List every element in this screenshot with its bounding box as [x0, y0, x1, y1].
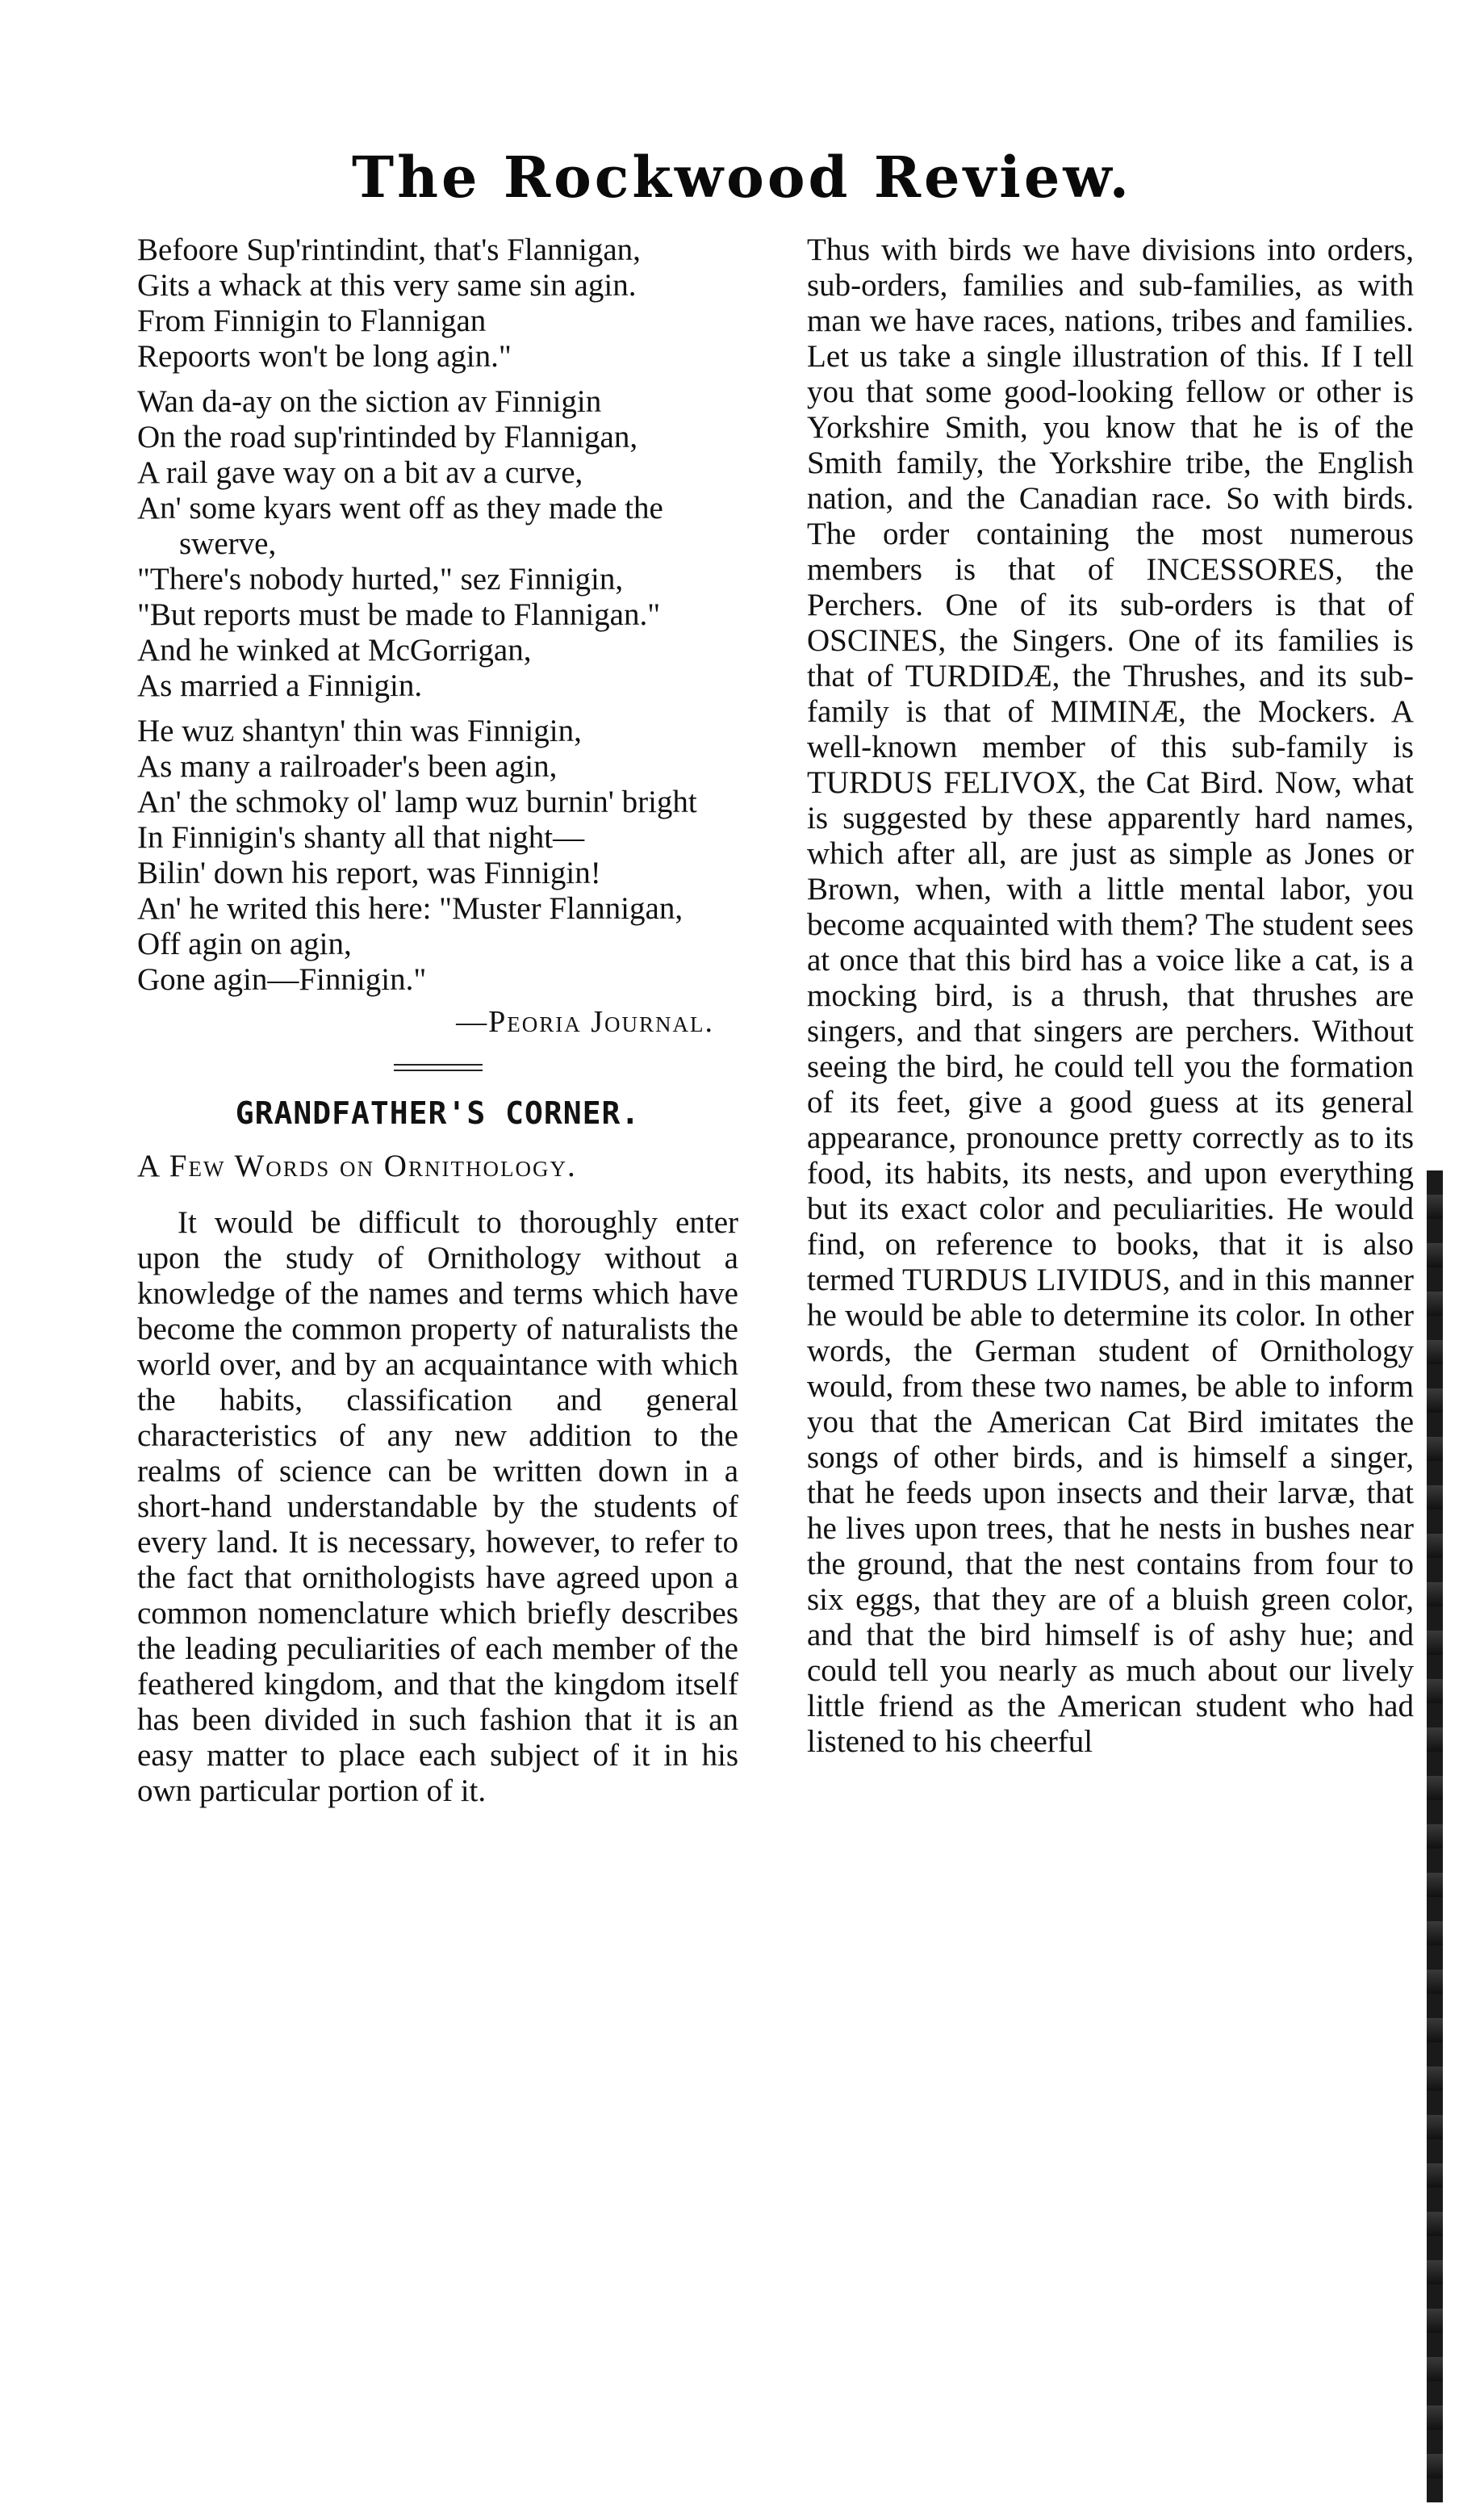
poem-line: Off agin on agin,	[137, 927, 352, 961]
left-column	[137, 232, 738, 1809]
poem-line: An' some kyars went off as they made the swerve,	[137, 491, 663, 561]
poem-line: Bilin' down his report, was Finnigin!	[137, 856, 601, 890]
poem-line: As married a Finnigin.	[137, 668, 423, 703]
poem	[137, 232, 738, 998]
article-paragraph-left: It would be difficult to thoroughly enter upon the study of Ornithology without a knowledge of the names and terms which have become the common property of naturalists the world over, and by an acquaintance with which the habits, classification and general characteristics of any new addition to the realms of science can be written down in a short-hand understandable by the students of every land. It is necessary, however, to refer to the fact that ornithologists have agreed upon a common nomenclature which briefly describes the leading peculiarities of each member of the feathered kingdom, and that the kingdom itself has been divided in such fashion that it is an easy matter to place each subject of it in his own particular portion of it.	[137, 1205, 738, 1808]
poem-line: Gone agin—Finnigin."	[137, 962, 427, 997]
poem-line: He wuz shantyn' thin was Finnigin,	[137, 714, 582, 748]
poem-line: "But reports must be made to Flannigan."	[137, 597, 661, 632]
page-title: The Rockwood Review.	[352, 144, 1132, 211]
poem-line: Gits a whack at this very same sin agin.	[137, 268, 637, 303]
poem-line: An' the schmoky ol' lamp wuz burnin' bright	[137, 785, 697, 819]
poem-attribution: —Peoria Journal.	[456, 1005, 714, 1039]
page-edge-shadow	[1427, 1170, 1443, 2502]
poem-line: Repoorts won't be long agin."	[137, 339, 512, 374]
section-heading: GRANDFATHER'S CORNER.	[235, 1095, 641, 1131]
article-subheading: A Few Words on Ornithology.	[137, 1149, 577, 1183]
poem-line: "There's nobody hurted," sez Finnigin,	[137, 562, 624, 597]
poem-line: As many a railroader's been agin,	[137, 749, 558, 784]
poem-line: An' he writed this here: "Muster Flannigan,	[137, 891, 683, 926]
poem-line: From Finnigin to Flannigan	[137, 304, 487, 338]
section-divider	[394, 1064, 483, 1071]
poem-line: A rail gave way on a bit av a curve,	[137, 455, 583, 490]
poem-line: On the road sup'rintinded by Flannigan,	[137, 420, 638, 454]
right-column	[807, 232, 1414, 1760]
poem-line: Wan da-ay on the siction av Finnigin	[137, 384, 602, 419]
poem-line: And he winked at McGorrigan,	[137, 633, 532, 668]
poem-line: In Finnigin's shanty all that night—	[137, 820, 585, 855]
poem-line: Befoore Sup'rintindint, that's Flannigan,	[137, 232, 641, 267]
article-paragraph-right: Thus with birds we have divisions into orders, sub-orders, families and sub-families, as with man we have races, nations, tribes and families. Let us take a single illustration of this. If I tell you that some good-looking fellow or other is Yorkshire Smith, you know that he is of the Smith family, the Yorkshire tribe, the English nation, and the Canadian race. So with birds. The order containing the most numerous members is that of INCESSORES, the Perchers. One of its sub-orders is that of OSCINES, the Singers. One of its families is that of TURDIDÆ, the Thrushes, and its sub-family is that of MIMINÆ, the Mockers. A well-known member of this sub-family is TURDUS FELIVOX, the Cat Bird. Now, what is suggested by these apparently hard names, which after all, are just as simple as Jones or Brown, when, with a little mental labor, you become acquainted with them? The student sees at once that this bird has a voice like a cat, is a mocking bird, is a thrush, that thrushes are singers, and that singers are perchers. Without seeing the bird, he could tell you the formation of its feet, give a good guess at its general appearance, pronounce pretty correctly as to its food, its habits, its nests, and upon everything but its exact color and peculiarities. He would find, on reference to books, that it is also termed TURDUS LIVIDUS, and in this manner he would be able to determine its color. In other words, the German student of Ornithology would, from these two names, be able to inform you that the American Cat Bird imitates the songs of other birds, and is himself a singer, that he feeds upon insects and their larvæ, that he lives upon trees, that he nests in bushes near the ground, that the nest contains from four to six eggs, that they are of a bluish green color, and that the bird himself is of ashy hue; and could tell you nearly as much about our lively little friend as the American student who had listened to his cheerful	[807, 232, 1414, 1759]
